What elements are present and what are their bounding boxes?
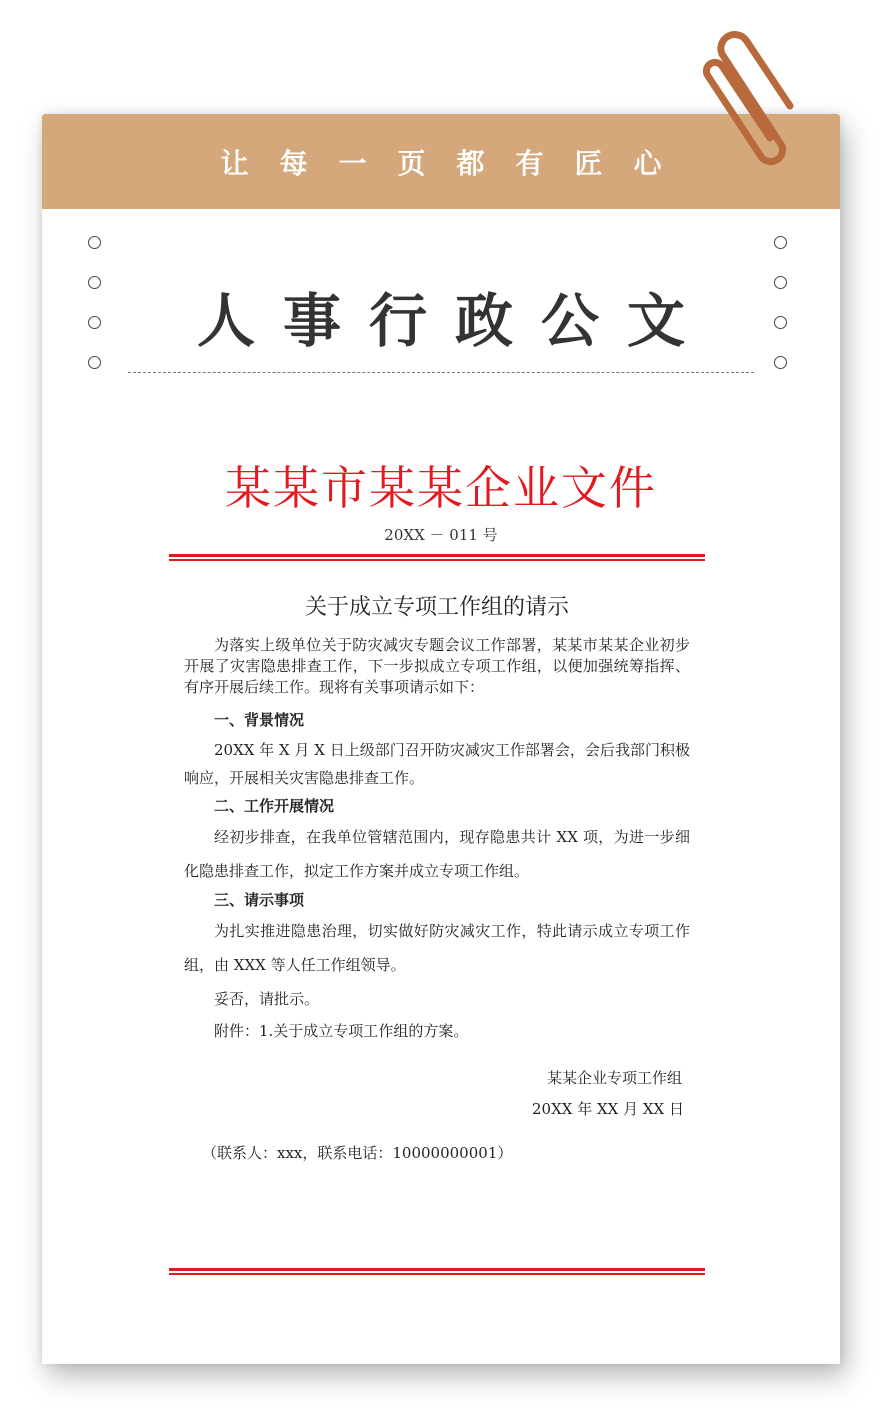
- document-title: 关于成立专项工作组的请示: [304, 595, 569, 620]
- red-line-thin: [169, 1273, 705, 1275]
- cover-title: 人事行政公文: [196, 287, 713, 355]
- document-number: 20XX － 011 号: [384, 526, 498, 544]
- intro-paragraph: 为落实上级单位关于防灾减灾专题会议工作部署，某某市某某企业初步开展了灾害隐患排查工作，下一步拟成立专项工作组，以便加强统筹指挥、有序开展后续工作。现将有关事项请示如下：: [184, 636, 690, 696]
- red-line-thick: [169, 554, 705, 557]
- binder-hole-right: [774, 236, 787, 249]
- slogan: 让每一页都有匠心: [220, 146, 693, 180]
- paperclip-icon: [690, 26, 810, 176]
- dashed-divider: [128, 372, 754, 373]
- signature-org: 某某企业专项工作组: [546, 1069, 682, 1087]
- section-heading: 二、工作开展情况: [214, 797, 335, 815]
- section-body: 为扎实推进隐患治理，切实做好防灾减灾工作，特此请示成立专项工作组，由 XXX 等人任工作组领导。: [184, 922, 690, 974]
- issuer-heading: 某某市某某企业文件: [225, 461, 657, 515]
- red-line-thick: [169, 1268, 705, 1271]
- contact-info: （联系人：xxx，联系电话：10000000001）: [202, 1144, 513, 1162]
- signature-date: 20XX 年 XX 月 XX 日: [532, 1100, 684, 1118]
- red-rule-top: [169, 554, 705, 562]
- red-rule-bottom: [169, 1268, 705, 1276]
- section-heading: 三、请示事项: [214, 891, 305, 909]
- document-body: [184, 590, 690, 1163]
- binder-hole-left: [88, 236, 101, 249]
- closing-line: 妥否，请批示。: [214, 990, 320, 1008]
- section-body: 20XX 年 X 月 X 日上级部门召开防灾减灾工作部署会，会后我部门积极响应，开展相关灾害隐患排查工作。: [184, 741, 690, 787]
- red-line-thin: [169, 559, 705, 561]
- section-heading: 一、背景情况: [214, 711, 305, 729]
- attachment-line: 附件：1.关于成立专项工作组的方案。: [214, 1022, 469, 1040]
- section-body: 经初步排查，在我单位管辖范围内，现存隐患共计 XX 项，为进一步细化隐患排查工作，拟定工作方案并成立专项工作组。: [184, 828, 690, 880]
- document-card: [42, 114, 840, 1364]
